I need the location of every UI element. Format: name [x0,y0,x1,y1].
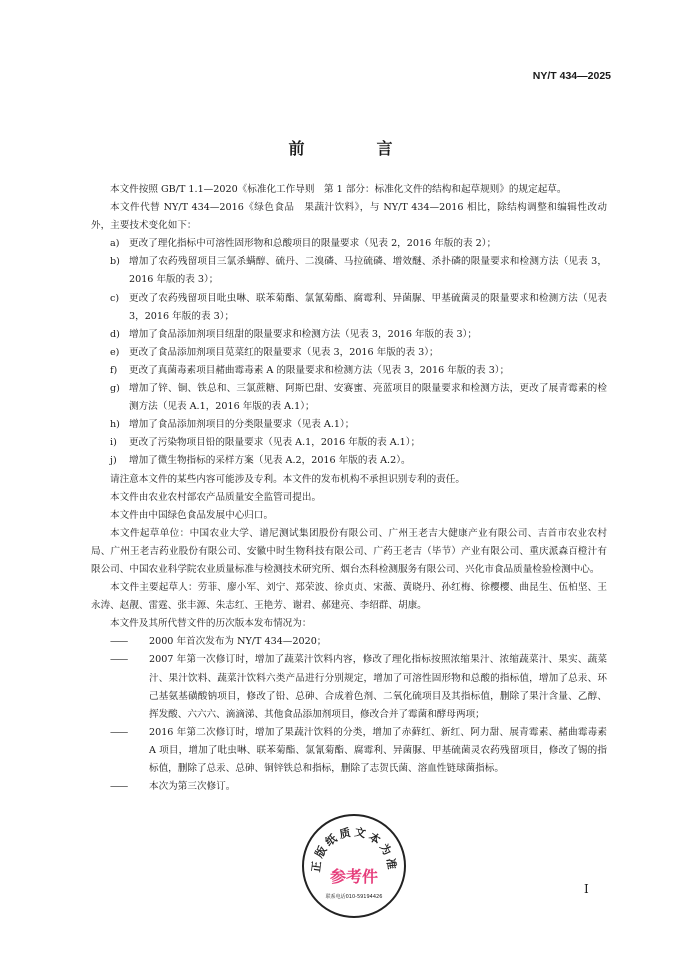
list-item-text: 增加了食品添加剂项目纽甜的限量要求和检测方法（见表 3，2016 年版的表 3）； [129,328,477,340]
stamp-phone-text: 联系电话010-59194426 [325,894,383,900]
list-item [91,452,607,470]
history-intro-paragraph: 本文件及其所代替文件的历次版本发布情况为： [110,618,312,630]
history-dash: —— [110,726,128,738]
intro-paragraph: 本文件代替 NY/T 434—2016《绿色食品 果蔬汁饮料》，与 NY/T 434—2016 相比，除结构调整和编辑性改动外，主要技术变化如下： [91,202,607,232]
history-dash: —— [110,781,128,793]
list-marker: g) [110,383,120,395]
history-item [91,778,607,796]
history-item-text: 2007 年第一次修订时，增加了蔬菜汁饮料内容，修改了理化指标按照浓缩果汁、浓缩蔬菜汁、果实、蔬菜汁、果汁饮料、蔬菜汁饮料六类产品进行分别规定，增加了可溶性固形物和总酸的指标值，增加了总汞、环己基氨基磺酸钠项目，修改了铅、总砷、合成着色剂、二氧化硫项目及其指标值，删除了果汁含量、乙醇、挥发酸、六六六、滴滴涕、其他食品添加剂项目，修改合并了霉菌和酵母两项； [149,654,607,720]
patent-notice: 请注意本文件的某些内容可能涉及专利。本文件的发布机构不承担识别专利的责任。 [110,473,465,485]
list-item-text: 增加了农药残留项目三氯杀螨醇、硫丹、二溴磷、马拉硫磷、增效醚、杀扑磷的限量要求和检测方法（见表 3，2016 年版的表 3）； [129,256,607,286]
foreword-body [91,181,607,796]
reference-copy-stamp [300,812,408,920]
stamp-arc-text: 正版纸质文本为准 [309,825,399,874]
list-marker: c) [110,292,120,304]
centralizer-paragraph: 本文件由中国绿色食品发展中心归口。 [110,509,274,521]
changes-list [91,235,607,470]
list-item-text: 增加了锌、铜、铁总和、三氯蔗糖、阿斯巴甜、安赛蜜、亮蓝项目的限量要求和检测方法，更改了展青霉素的检测方法（见表 A.1，2016 年版的表 A.1）； [129,383,607,413]
list-item-text: 更改了食品添加剂项目苋菜红的限量要求（见表 3，2016 年版的表 3）； [129,346,439,358]
list-item-text: 更改了真菌毒素项目赭曲霉毒素 A 的限量要求和检测方法（见表 3，2016 年版的表 3）； [129,364,510,376]
list-item [91,235,607,253]
page-number: I [584,882,589,896]
history-item [91,651,607,723]
list-marker: a) [110,238,120,250]
list-item [91,290,607,326]
list-item [91,362,607,380]
list-item [91,344,607,362]
list-item-text: 增加了微生物指标的采样方案（见表 A.2，2016 年版的表 A.2）。 [129,455,411,467]
list-marker: i) [110,437,117,449]
history-item-text: 2000 年首次发布为 NY/T 434—2020； [149,636,327,648]
list-item [91,380,607,416]
list-marker: e) [110,346,120,358]
list-item-text: 更改了理化指标中可溶性固形物和总酸项目的限量要求（见表 2，2016 年版的表 2）； [129,238,497,250]
list-item [91,416,607,434]
history-item [91,724,607,778]
list-item [91,434,607,452]
standard-code: NY/T 434—2025 [532,70,611,82]
history-item-text: 本次为第三次修订。 [149,781,236,793]
history-dash: —— [110,654,128,666]
history-item-text: 2016 年第二次修订时，增加了果蔬汁饮料的分类，增加了赤藓红、新红、阿力甜、展青霉素、赭曲霉毒素 A 项目，增加了吡虫啉、联苯菊酯、氯氰菊酯、腐霉利、异菌脲、甲基硫菌灵农药残留项目，修改了锡的指标值，删除了总汞、总砷、铜锌铁总和指标，删除了志贺氏菌、溶血性链球菌指标。 [149,726,607,774]
list-item [91,326,607,344]
list-item [91,253,607,289]
history-list [91,633,607,796]
list-marker: j) [110,455,117,467]
drafting-units-paragraph: 本文件起草单位：中国农业大学、谱尼测试集团股份有限公司、广州王老吉大健康产业有限公司、吉首市农业农村局、广州王老吉药业股份有限公司、安徽中时生物科技有限公司、广药王老吉（毕节）产业有限公司、重庆派森百橙汁有限公司、中国农业科学院农业质量标准与检测技术研究所、烟台杰科检测服务有限公司、兴化市食品质量检验检测中心。 [91,527,607,575]
stamp-center-text: 参考件 [329,867,379,886]
drafters-paragraph: 本文件主要起草人：劳菲、廖小军、刘宁、郑荣波、徐贞贞、宋薇、黄晓丹、孙红梅、徐樱樱、曲昆生、伍柏坚、王永涛、赵靓、雷霆、张丰源、朱志红、王艳芳、谢君、郝建亮、李绍群、胡康。 [91,582,607,612]
list-item-text: 增加了食品添加剂项目的分类限量要求（见表 A.1）； [129,419,355,431]
page-title: 前 言 [288,139,421,158]
list-marker: d) [110,328,120,340]
list-marker: h) [110,419,120,431]
history-item [91,633,607,651]
list-item-text: 更改了污染物项目铅的限量要求（见表 A.1，2016 年版的表 A.1）； [129,437,421,449]
proposer-paragraph: 本文件由农业农村部农产品质量安全监管司提出。 [110,491,322,503]
list-item-text: 更改了农药残留项目吡虫啉、联苯菊酯、氯氰菊酯、腐霉利、异菌脲、甲基硫菌灵的限量要求和检测方法（见表 3，2016 年版的表 3）； [129,292,607,322]
history-dash: —— [110,636,128,648]
list-marker: b) [110,256,120,268]
intro-paragraph: 本文件按照 GB/T 1.1—2020《标准化工作导则 第 1 部分：标准化文件的结构和起草规则》的规定起草。 [110,184,567,195]
list-marker: f) [110,364,118,376]
